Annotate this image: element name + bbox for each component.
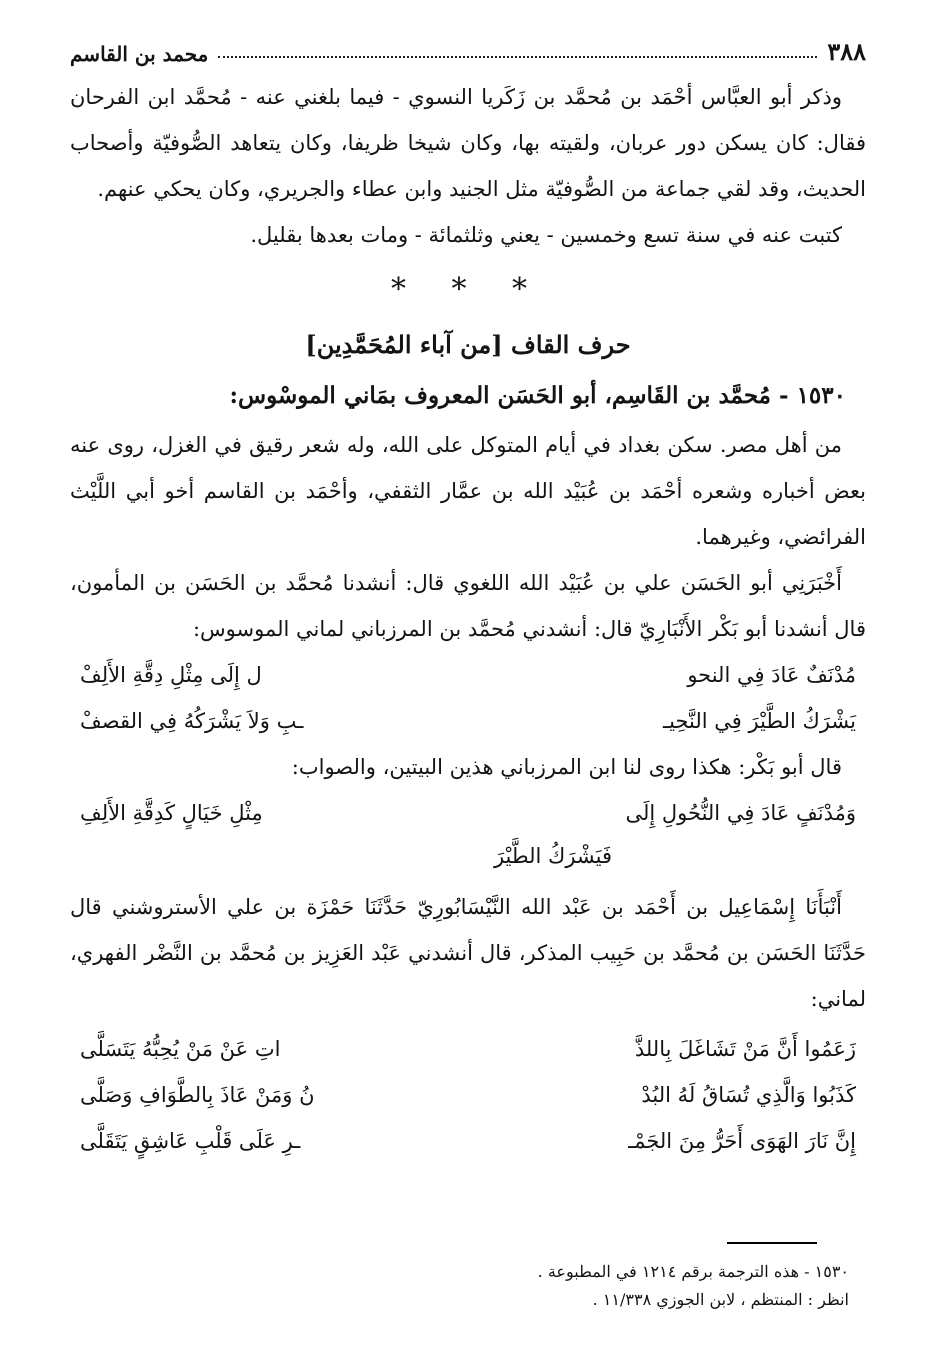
verse-line [70, 1026, 866, 1072]
verse-line [70, 1118, 866, 1164]
verse-line [70, 652, 866, 698]
intro-closing-paragraph: كتبت عنه في سنة تسع وخمسين - يعني وثلثمائة - ومات بعدها بقليل. [250, 223, 842, 247]
section-title: حرف القاف [من آباء المُحَمَّدِين] [305, 330, 631, 359]
verse-line [70, 790, 866, 836]
verse-first-hemistich: إِنَّ نَارَ الهَوَى أَحَرُّ مِنَ الجَمْـ [628, 1129, 856, 1153]
section-separator: * * * [390, 272, 546, 307]
footnote-item: انظر : المنتظم ، لابن الجوزي ١١/٣٣٨ . [592, 1290, 849, 1309]
running-title: محمد بن القاسم [70, 42, 209, 66]
verse-second-hemistich: مِثْلِ خَيَالٍ كَدِقَّةِ الأَلِفِ [80, 801, 263, 825]
verse-first-hemistich: زَعَمُوا أَنَّ مَنْ تَشَاغَلَ بِاللذَّ [634, 1037, 856, 1061]
header-dot-leader [218, 56, 817, 58]
verse-second-hemistich: ـرِ عَلَى قَلْبِ عَاشِقٍ يَتَقَلَّى [80, 1129, 301, 1153]
entry-chain-paragraph: أَخْبَرَنِي أبو الحَسَن علي بن عُبَيْد الله اللغوي قال: أنشدنا مُحمَّد بن الحَسَن بن المأمون، قال أنشدنا أبو بَكْر الأَنْبَارِيّ قال: أنشدني مُحمَّد بن المرزباني لماني الموسوس: [70, 571, 866, 641]
isnad-paragraph: أَنْبَأَنَا إِسْمَاعِيل بن أَحْمَد بن عَبْد الله النَّيْسَابُورِيّ حَدَّثَنَا حَمْزَة بن علي الأستروشني قال حَدَّثَنَا الحَسَن بن مُحمَّد بن حَبِيب المذكر، قال أنشدني عَبْد العَزِيز بن مُحمَّد بن النَّضْر الفهري، لماني: [70, 895, 866, 1011]
verse-block-2 [70, 790, 866, 876]
entry-title: ١٥٣٠ - مُحمَّد بن القَاسِم، أبو الحَسَن المعروف بمَاني الموسْوس: [229, 382, 846, 409]
footnotes [73, 1258, 869, 1314]
verse-second-hemistich: نُ وَمَنْ عَاذَ بِالطَّوَافِ وَصَلَّى [80, 1083, 315, 1107]
page-number: ٣٨٨ [827, 37, 866, 66]
verse-first-hemistich: مُدْنَفٌ عَادَ فِي النحو [687, 663, 856, 687]
verse-first-hemistich: كَذَبُوا وَالَّذِي تُسَاقُ لَهُ البُدْ [641, 1083, 856, 1107]
footnote-item: ١٥٣٠ - هذه الترجمة برقم ١٢١٤ في المطبوعة . [537, 1262, 849, 1281]
correction-paragraph: قال أبو بَكْر: هكذا روى لنا ابن المرزباني هذين البيتين، والصواب: [291, 755, 842, 779]
entry-paragraph: من أهل مصر. سكن بغداد في أيام المتوكل على الله، وله شعر رقيق في الغزل، روى عنه بعض أخباره وشعره أحْمَد بن عُبَيْد الله بن عمَّار الثقفي، وأحْمَد بن القاسم أخو أبي اللَّيْث الفرائضي، وغيرهما. [70, 433, 866, 549]
page-body [70, 30, 866, 1164]
verse-line [70, 698, 866, 744]
verse-block-1 [70, 652, 866, 744]
verse-second-hemistich: اتِ عَنْ مَنْ يُحِبُّهُ يَتَسَلَّى [80, 1037, 281, 1061]
verse-line [70, 1072, 866, 1118]
verse-first-hemistich: وَمُدْنَفٍ عَادَ فِي النُّحُولِ إِلَى [625, 801, 856, 825]
verse-second-hemistich: ل إِلَى مِثْلِ دِقَّةِ الأَلِفْ [80, 663, 262, 687]
verse-second-hemistich: ـبِ وَلاَ يَشْرَكُهُ فِي القصفْ [80, 709, 304, 733]
verse-fragment: فَيَشْرَكُ الطَّيْرَ [493, 844, 613, 868]
footnote-rule [727, 1242, 817, 1244]
intro-paragraph: وذكر أبو العبَّاس أحْمَد بن مُحمَّد بن زَكَريا النسوي - فيما بلغني عنه - مُحمَّد ابن الفرحان فقال: كان يسكن دور عربان، ولقيته بها، وكان شيخا ظريفا، وكان يتعاهد الصُّوفيّة وأصحاب الحديث، وقد لقي جماعة من الصُّوفيّة مثل الجنيد وابن عطاء والجريري، وكان يحكي عنهم. [70, 85, 866, 201]
verse-first-hemistich: يَشْرَكُ الطَّيْرَ فِي النَّحِيـ [662, 709, 856, 733]
running-header [70, 30, 866, 66]
verse-block-3 [70, 1026, 866, 1164]
